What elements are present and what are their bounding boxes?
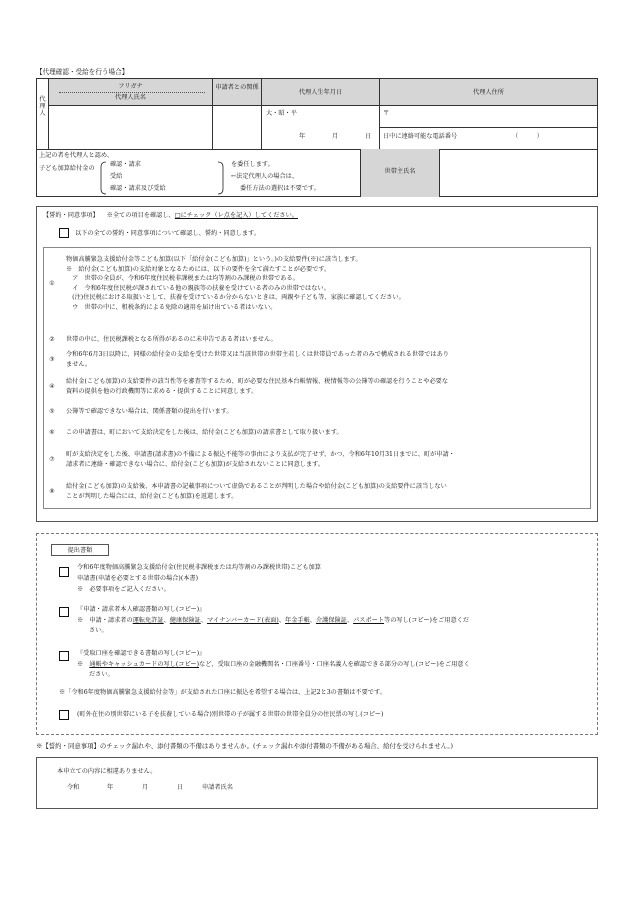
address-label: 代理人住所 bbox=[473, 89, 504, 96]
doc1-line2: 申請書(申請を必要とする世帯の場合)(本書) bbox=[77, 575, 199, 582]
oath-item-line: ことが判明した場合には、給付金(こども加算)を返還します。 bbox=[66, 492, 238, 500]
confirmation-box bbox=[36, 757, 598, 809]
footer-era: 令和 bbox=[67, 784, 80, 791]
oath-title: 【誓約・同意事項】 ※全ての項目を確認し、□にチェック（レ点を記入）してください。 bbox=[43, 212, 298, 219]
oath-item-line: 請求者に連絡・確認できない場合に、給付金(こども加算)が支給されないことに同意します。 bbox=[66, 460, 325, 468]
doc1-checkbox[interactable] bbox=[59, 567, 69, 577]
doc4-line1: (町外在住の別世帯にいる子を扶養している場合)別世帯の子が属する世帯の世帯全員分の住民票の写し(コピー) bbox=[77, 711, 384, 718]
delegate-line1: 上記の者を代理人と認め、 bbox=[39, 152, 114, 159]
doc1-line1: 令和6年度物価高騰緊急支援給付金(住民税非課税または均等割のみ課税世帯)こども加算 bbox=[77, 564, 321, 571]
proxy-section-title: 【代理確認・受給を行う場合】 bbox=[36, 68, 129, 76]
oath-item-number: ④ bbox=[49, 382, 55, 390]
oath-item-line: 世帯の中に、住民税課税となる所得があるのに未申告である者はいません。 bbox=[66, 336, 277, 343]
option-confirm-request-receive: 確認・請求及び受給 bbox=[110, 185, 166, 192]
oath-item-line: ※ 給付金(こども加算)の支給対象となるためには、以下の要件を全て満たすことが必要です。 bbox=[66, 265, 331, 273]
birth-label: 代理人生年月日 bbox=[298, 89, 343, 96]
oath-item-number: ⑥ bbox=[49, 429, 55, 436]
doc4-checkbox[interactable] bbox=[59, 710, 69, 720]
oath-item-number: ② bbox=[49, 336, 55, 343]
option-receive: 受給 bbox=[110, 173, 123, 180]
documents-title: 提出書類 bbox=[67, 547, 93, 554]
doc2-line1: 『申請・請求者本人確認書類の写し(コピー)』 bbox=[77, 606, 206, 613]
oath-item-number: ⑦ bbox=[49, 455, 55, 463]
oath-item-line: この申請書は、町において支給決定をした後は、給付金(こども加算)の請求書として取り扱います。 bbox=[66, 429, 343, 436]
doc2-note: ※ 申請・請求者の運転免許証、健康保険証、マイナンバーカード(表面)、年金手帳、介護保険証、パスポート等の写し(コピー)をご用意くだ bbox=[77, 617, 470, 624]
phone-label: 日中に連絡可能な電話番号 bbox=[383, 133, 458, 140]
oath-section bbox=[36, 206, 598, 522]
oath-item-line: ア 世帯の全員が、令和6年度住民税非課税または均等割のみ課税の世帯である。 bbox=[66, 275, 299, 282]
documents-section bbox=[36, 533, 598, 735]
delegate-suffix: を委任します。 bbox=[231, 161, 274, 168]
footer-day: 日 bbox=[177, 784, 184, 791]
phone-paren: （ ） bbox=[512, 133, 543, 140]
oath-item-line: イ 令和6年度住民税が課されている他の親族等の扶養を受けている者のみの世帯ではない。 bbox=[66, 284, 330, 292]
option-confirm-request: 確認・請求 bbox=[110, 161, 141, 168]
legal-note-2: 委任方法の選択は不要です。 bbox=[240, 185, 320, 192]
era-options: 大・昭・平 bbox=[266, 110, 297, 117]
doc3-line1: 『受取口座を確認できる書類の写し(コピー)』 bbox=[77, 650, 206, 657]
householder-label: 世帯主氏名 bbox=[384, 168, 416, 175]
doc3-checkbox[interactable] bbox=[59, 651, 69, 661]
oath-item-line: (注)住民税における取扱いとして、扶養を受けているか分からないときは、両親や子ども等、家族に確認してください。 bbox=[66, 294, 405, 301]
doc2-checkbox[interactable] bbox=[59, 607, 69, 617]
oath-item-line: 町が支給決定をした後、申請書(請求書)の不備による振込不能等の事由により支払が完了せず、かつ、令和6年10月31日までに、町が申請・ bbox=[66, 451, 455, 458]
oath-item-line: ウ 世帯の中に、租税条約による免除の適用を届け出ている者はいない。 bbox=[66, 303, 277, 311]
proxy-table bbox=[36, 78, 598, 150]
footer-month: 月 bbox=[142, 784, 149, 791]
relation-label: 申請者との関係 bbox=[215, 84, 259, 91]
oath-item-line: 公簿等で確認できない場合は、関係書類の提出を行います。 bbox=[66, 408, 233, 415]
doc3-note: ※ 通帳やキャッシュカードの写し(コピー)など、受取口座の金融機関名・口座番号・口座名義人を確認できる部分の写し(コピー)をご用意く bbox=[77, 661, 470, 668]
delegate-line2: 子ども加算給付金の bbox=[39, 165, 95, 172]
left-brace-icon bbox=[99, 161, 107, 195]
oath-item-line: 物価高騰緊急支援給付金等こども加算(以下「給付金(こども加算)」という。)の支給要件(※)に該当します。 bbox=[66, 256, 362, 263]
birth-month: 月 bbox=[332, 133, 339, 140]
oath-item-number: ① bbox=[49, 279, 55, 287]
agree-all-label: 以下の全ての誓約・同意事項について確認し、誓約・同意します。 bbox=[75, 230, 261, 237]
oath-item-number: ⑤ bbox=[49, 408, 55, 415]
oath-items-box bbox=[43, 247, 591, 509]
oath-item-line: 資料の提供を他の行政機関等に求める・提供することに同意します。 bbox=[66, 387, 258, 395]
doc3-note-line2: ださい。 bbox=[89, 671, 114, 678]
furigana-label: フリガナ bbox=[118, 83, 143, 90]
oath-item-line: ません。 bbox=[66, 360, 92, 368]
oath-item-line: 給付金(こども加算)の支給要件の該当性等を審査等するため、町が必要な住民基本台帳情報、税情報等の公簿等の確認を行うことや必要な bbox=[66, 378, 449, 385]
oath-item-line: 給付金(こども加算)の支給後、本申請書の記載事項について虚偽であることが判明した場合や給付金(こども加算)の支給要件に該当しない bbox=[66, 483, 447, 490]
doc2-note-line2: さい。 bbox=[89, 627, 108, 634]
applicant-label: 申請者氏名 bbox=[202, 784, 233, 791]
delegation-box bbox=[36, 149, 598, 197]
birth-year: 年 bbox=[299, 133, 306, 140]
birth-day: 日 bbox=[365, 133, 372, 140]
oath-item-number: ⑧ bbox=[49, 487, 55, 495]
confirm-text: 本申立ての内容に相違ありません。 bbox=[57, 768, 157, 775]
footer-year: 年 bbox=[107, 784, 114, 791]
proxy-row-label: 代理人 bbox=[39, 96, 46, 117]
proxy-name-label: 代理人氏名 bbox=[115, 94, 146, 101]
doc-notice: ※「令和6年度物価高騰緊急支援給付金等」が支給された口座に振込を希望する場合は、上記2と3の書類は不要です。 bbox=[59, 689, 386, 696]
footer-warning: ※【誓約・同意事項】のチェック漏れや、添付書類の不備はありませんか。(チェック漏れや添付書類の不備がある場合、給付を受けられません。) bbox=[36, 742, 454, 750]
oath-item-line: 令和6年6月3日以降に、同様の給付金の支給を受けた世帯又は当該世帯の世帯主若しくは世帯員であった者のみで構成される世帯ではあり bbox=[66, 351, 449, 358]
legal-note-1: ←法定代理人の場合は、 bbox=[231, 173, 299, 180]
agree-all-checkbox[interactable] bbox=[59, 228, 69, 238]
postal-mark: 〒 bbox=[383, 110, 390, 117]
right-brace-icon bbox=[217, 161, 225, 195]
oath-item-number: ③ bbox=[49, 355, 55, 363]
documents-title-box bbox=[51, 544, 109, 556]
doc1-line3: ※ 必要事項をご記入ください。 bbox=[77, 586, 170, 593]
